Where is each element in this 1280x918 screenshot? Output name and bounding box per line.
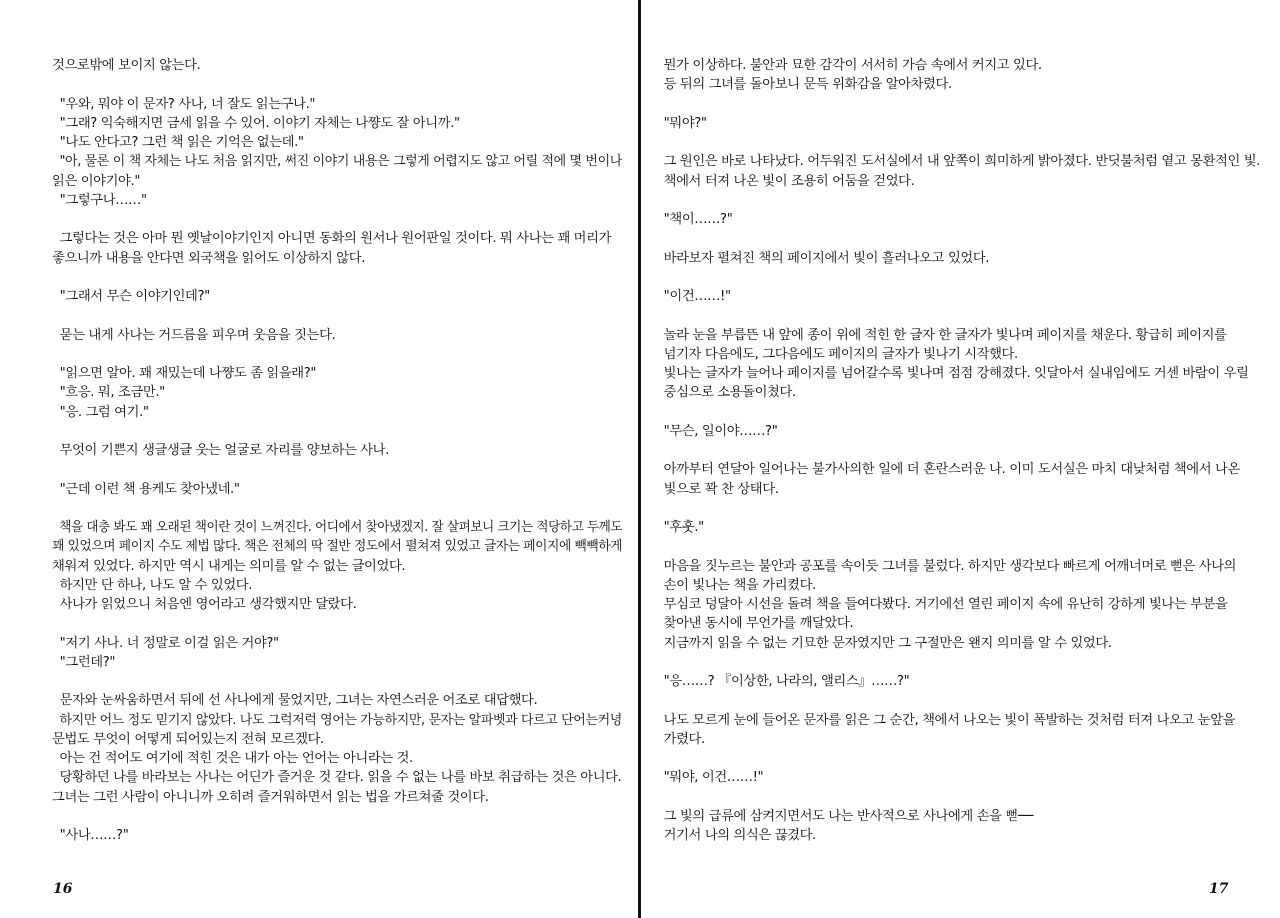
text-line: "그래서 무슨 이야기인데?" — [52, 289, 210, 304]
text-line: 문자와 눈싸움하면서 뒤에 선 사나에게 물었지만, 그녀는 자연스러운 어조로 대답했다. — [52, 693, 538, 709]
right-page — [641, 0, 1280, 918]
text-line: 찾아낸 동시에 무언가를 깨달았다. — [656, 616, 854, 632]
text-line: 하지만 단 하나, 나도 알 수 있었다. — [52, 577, 253, 593]
text-line: 손이 빛나는 책을 가리켰다. — [656, 577, 816, 593]
text-line: "뭐야, 이건……!" — [656, 770, 764, 786]
text-line: 그렇다는 것은 아마 뭔 옛날이야기인지 아니면 동화의 원서나 원어판일 것이다. 뭐 사나는 꽤 머리가 — [52, 231, 612, 247]
text-line: "후훗." — [656, 520, 704, 535]
text-line: 그 원인은 바로 나타났다. 어두워진 도서실에서 내 앞쪽이 희미하게 밝아졌다. 반딧불처럼 옅고 몽환적인 빛. — [656, 154, 1261, 170]
right-page-number: 17 — [1209, 881, 1229, 897]
text-line: "책이……?" — [656, 212, 733, 227]
text-line — [52, 499, 622, 518]
text-line: 읽은 이야기야." — [52, 173, 141, 189]
text-line: 바라보자 펼쳐진 책의 페이지에서 빛이 흘러나오고 있었다. — [656, 250, 990, 266]
text-line: 사나가 읽었으니 처음엔 영어라고 생각했지만 달랐다. — [52, 597, 357, 612]
text-line: 그 빛의 급류에 삼켜지면서도 나는 반사적으로 사나에게 손을 뻗── — [656, 808, 1034, 824]
text-line — [52, 672, 622, 691]
text-line: "나도 안다고? 그런 책 읽은 기억은 없는데." — [52, 135, 304, 150]
text-line — [656, 133, 1264, 152]
text-line — [52, 614, 622, 633]
left-page-number: 16 — [53, 881, 73, 897]
text-line: "그렇구나……" — [52, 192, 147, 208]
text-line — [52, 345, 622, 364]
text-line: 중심으로 소용돌이쳤다. — [656, 385, 796, 401]
text-line — [656, 653, 1264, 672]
text-line — [656, 499, 1264, 518]
text-line — [656, 95, 1264, 114]
text-line — [52, 268, 622, 287]
text-line — [52, 210, 622, 229]
text-line: 꽤 있었으며 페이지 수도 제법 많다. 책은 전체의 딱 절반 정도에서 펼쳐져 있었고 글자는 페이지에 빽빽하게 — [52, 539, 623, 555]
text-line: 문법도 무엇이 어떻게 되어있는지 전혀 모르겠다. — [52, 731, 324, 747]
text-line — [656, 441, 1264, 460]
text-line: 채워져 있었다. 하지만 역시 내게는 의미를 알 수 없는 글이었다. — [52, 558, 406, 574]
text-line — [656, 788, 1264, 807]
text-line: 무엇이 기쁜지 생글생글 웃는 얼굴로 자리를 양보하는 사나. — [52, 443, 389, 458]
text-line: "무슨, 일이야……?" — [656, 423, 778, 439]
text-line: "응……? 『이상한, 나라의, 앨리스』……?" — [656, 674, 910, 689]
text-line: 당황하던 나를 바라보는 사나는 어딘가 즐거운 것 같다. 읽을 수 없는 나를 바보 취급하는 것은 아니다. — [52, 770, 622, 786]
text-line: 넘기자 다음에도, 그다음에도 페이지의 글자가 빛나기 시작했다. — [656, 346, 1018, 362]
text-line: "근데 이런 책 용케도 찾아냈네." — [52, 481, 240, 497]
text-line — [656, 306, 1264, 325]
text-line: 묻는 내게 사나는 거드름을 피우며 웃음을 짓는다. — [52, 327, 336, 343]
text-line: 그녀는 그런 사람이 아니니까 오히려 즐거워하면서 읽는 법을 가르쳐줄 것이다. — [52, 789, 489, 805]
text-line — [52, 460, 622, 479]
text-line: "저기 사나. 너 정말로 이걸 읽은 거야?" — [52, 635, 279, 651]
text-line — [52, 306, 622, 325]
text-line: "그런데?" — [52, 654, 116, 670]
text-line — [52, 422, 622, 441]
text-line: 좋으니까 내용을 안다면 외국책을 읽어도 이상하지 않다. — [52, 250, 366, 266]
text-line: 뭔가 이상하다. 불안과 묘한 감각이 서서히 가슴 속에서 커지고 있다. — [656, 58, 1042, 73]
right-page-body-text — [656, 56, 1264, 845]
text-line: 빛으로 꽉 찬 상태다. — [656, 481, 779, 497]
text-line — [656, 403, 1264, 422]
text-line: 등 뒤의 그녀를 돌아보니 문득 위화감을 알아차렸다. — [656, 77, 952, 93]
text-line: "이건……!" — [656, 289, 731, 304]
text-line: 지금까지 읽을 수 없는 기묘한 문자였지만 그 구절만은 왠지 의미를 알 수 있었다. — [656, 635, 1112, 651]
text-line: "응. 그럼 여기." — [52, 404, 149, 420]
text-line: 나도 모르게 눈에 들어온 문자를 읽은 그 순간, 책에서 나오는 빛이 폭발하는 것처럼 터져 나오고 눈앞을 — [656, 712, 1236, 728]
text-line: 것으로밖에 보이지 않는다. — [52, 58, 201, 73]
text-line: "읽으면 알아. 꽤 재밌는데 나쨩도 좀 읽을래?" — [52, 366, 317, 381]
text-line — [656, 749, 1264, 768]
text-line: 하지만 어느 정도 믿기지 않았다. 나도 그럭저럭 영어는 가능하지만, 문자는 알파벳과 다르고 단어는커녕 — [52, 712, 622, 728]
text-line — [656, 691, 1264, 710]
text-line: 빛나는 글자가 늘어나 페이지를 넘어갈수록 빛나며 점점 강해졌다. 잇달아서 실내임에도 거센 바람이 우릴 — [656, 366, 1249, 381]
text-line — [52, 807, 622, 826]
text-line: 놀라 눈을 부릅뜬 내 앞에 종이 위에 적힌 한 글자 한 글자가 빛나며 페이지를 채운다. 황급히 페이지를 — [656, 327, 1227, 343]
text-line: "흐응. 뭐, 조금만." — [52, 385, 165, 401]
text-line: "우와, 뭐야 이 문자? 사나, 너 잘도 읽는구나." — [52, 96, 316, 112]
text-line: "사나……?" — [52, 828, 129, 843]
text-line: 마음을 짓누르는 불안과 공포를 속이듯 그녀를 불렀다. 하지만 생각보다 빠르게 어깨너머로 뻗은 사나의 — [656, 558, 1237, 574]
text-line: 아까부터 연달아 일어나는 불가사의한 일에 더 혼란스러운 나. 이미 도서실은 마치 대낮처럼 책에서 나온 — [656, 462, 1240, 478]
text-line: 책에서 터져 나온 빛이 조용히 어둠을 걷었다. — [656, 173, 915, 189]
text-line: "아, 물론 이 책 자체는 나도 처음 읽지만, 써진 이야기 내용은 그렇게 어렵지도 않고 어릴 적에 몇 번이나 — [52, 154, 622, 170]
text-line: 가렸다. — [656, 731, 705, 747]
left-page-body-text — [52, 56, 622, 845]
text-line: 거기서 나의 의식은 끊겼다. — [656, 828, 816, 843]
text-line — [656, 537, 1264, 556]
text-line: 책을 대충 봐도 꽤 오래된 책이란 것이 느껴진다. 어디에서 찾아냈겠지. 잘 살펴보니 크기는 적당하고 두께도 — [52, 520, 623, 535]
text-line: "뭐야?" — [656, 115, 707, 131]
text-line — [656, 229, 1264, 248]
left-page — [0, 0, 638, 918]
text-line: "그래? 익숙해지면 금세 읽을 수 있어. 이야기 자체는 나쨩도 잘 아니까." — [52, 115, 460, 131]
text-line — [656, 191, 1264, 210]
text-line — [52, 75, 622, 94]
text-line: 무심코 덩달아 시선을 돌려 책을 들여다봤다. 거기에선 열린 페이지 속에 유난히 강하게 빛나는 부분을 — [656, 597, 1228, 612]
text-line — [656, 268, 1264, 287]
text-line: 아는 건 적어도 여기에 적힌 것은 내가 아는 언어는 아니라는 것. — [52, 751, 413, 766]
